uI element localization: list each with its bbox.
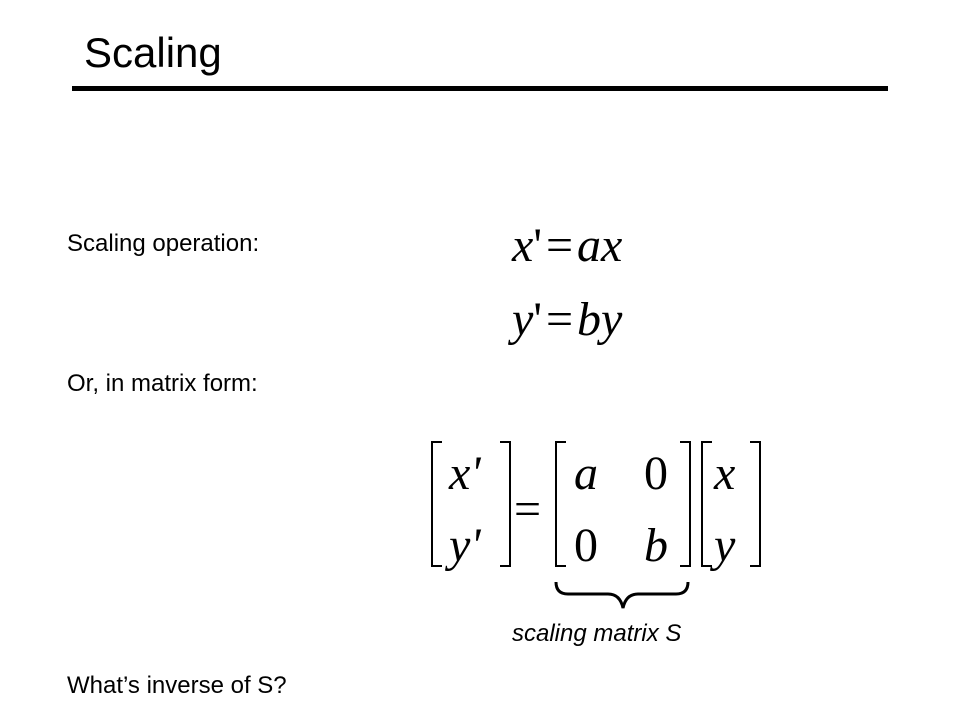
- matrix-entry-a: a: [574, 447, 598, 500]
- eq2-prime: ': [533, 293, 542, 346]
- lhs-right-bracket: [500, 442, 510, 566]
- eq1-equals: =: [545, 219, 574, 272]
- rhs-left-bracket: [702, 442, 712, 566]
- matrix-entry-b: b: [644, 519, 668, 572]
- inverse-question: What’s inverse of S?: [67, 672, 287, 699]
- lhs-entry-y-prime: y': [449, 519, 481, 572]
- matrix-equals-sign: =: [514, 483, 542, 536]
- lhs-left-bracket: [432, 442, 442, 566]
- eq2-coefficient: b: [577, 293, 602, 346]
- eq1-prime: ': [533, 219, 542, 272]
- underbrace: [556, 582, 688, 608]
- rhs-right-bracket: [750, 442, 760, 566]
- matrix-entry-zero-top: 0: [644, 447, 668, 500]
- matrix-form-label: Or, in matrix form:: [67, 370, 258, 397]
- slide-title: Scaling: [84, 29, 222, 76]
- lhs-entry-x-prime: x': [449, 447, 481, 500]
- eq2-lhs-var: y: [512, 293, 534, 346]
- eq2-rhs-var: y: [601, 293, 623, 346]
- eq1-rhs-var: x: [601, 219, 623, 272]
- matrix-left-bracket: [556, 442, 566, 566]
- rhs-entry-x: x: [714, 447, 736, 500]
- scaling-matrix-caption: scaling matrix S: [512, 620, 682, 647]
- matrix-right-bracket: [680, 442, 690, 566]
- rhs-entry-y: y: [714, 519, 736, 572]
- scaling-operation-label: Scaling operation:: [67, 230, 260, 257]
- eq1-lhs-var: x: [512, 219, 534, 272]
- matrix-entry-zero-bottom: 0: [574, 519, 598, 572]
- eq1-coefficient: a: [577, 219, 602, 272]
- eq2-equals: =: [545, 293, 574, 346]
